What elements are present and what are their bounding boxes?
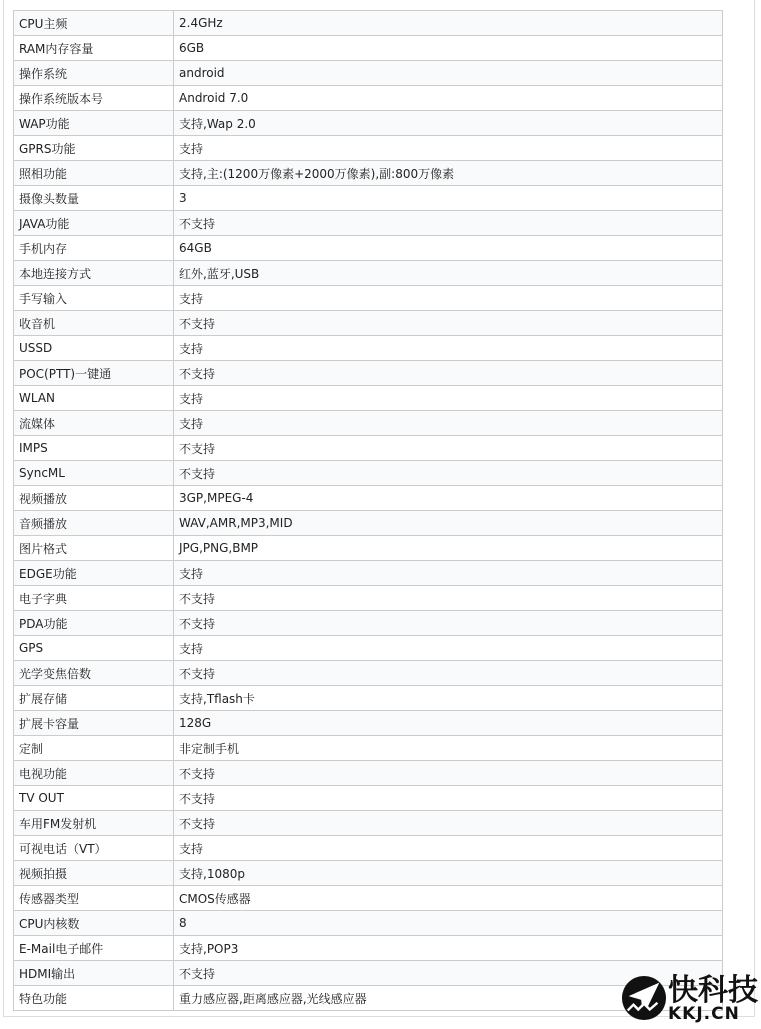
spec-value: 不支持	[174, 436, 723, 461]
spec-label: EDGE功能	[14, 561, 174, 586]
table-row	[14, 211, 723, 236]
table-row	[14, 661, 723, 686]
table-row	[14, 911, 723, 936]
spec-value: 不支持	[174, 361, 723, 386]
table-row	[14, 536, 723, 561]
spec-label: WLAN	[14, 386, 174, 411]
spec-value: 支持	[174, 336, 723, 361]
spec-label: TV OUT	[14, 786, 174, 811]
spec-value: 支持	[174, 386, 723, 411]
spec-label: CPU主频	[14, 11, 174, 36]
table-row	[14, 136, 723, 161]
spec-value: 不支持	[174, 961, 723, 986]
spec-label: 光学变焦倍数	[14, 661, 174, 686]
table-row	[14, 561, 723, 586]
table-row	[14, 886, 723, 911]
table-row	[14, 736, 723, 761]
table-row	[14, 586, 723, 611]
table-row	[14, 786, 723, 811]
spec-value: 支持	[174, 136, 723, 161]
table-row	[14, 686, 723, 711]
table-row	[14, 61, 723, 86]
spec-table	[13, 10, 723, 1011]
spec-value: 红外,蓝牙,USB	[174, 261, 723, 286]
spec-value: 支持,Tflash卡	[174, 686, 723, 711]
spec-value: 不支持	[174, 611, 723, 636]
spec-value: 支持,主:(1200万像素+2000万像素),副:800万像素	[174, 161, 723, 186]
spec-label: 扩展存储	[14, 686, 174, 711]
spec-value: JPG,PNG,BMP	[174, 536, 723, 561]
table-row	[14, 186, 723, 211]
spec-table-body	[14, 11, 723, 1011]
table-row	[14, 461, 723, 486]
spec-label: 照相功能	[14, 161, 174, 186]
spec-value: 3GP,MPEG-4	[174, 486, 723, 511]
spec-value: WAV,AMR,MP3,MID	[174, 511, 723, 536]
table-row	[14, 436, 723, 461]
table-row	[14, 36, 723, 61]
spec-value: 非定制手机	[174, 736, 723, 761]
table-row	[14, 861, 723, 886]
table-row	[14, 236, 723, 261]
spec-value: 支持	[174, 411, 723, 436]
spec-label: PDA功能	[14, 611, 174, 636]
spec-label: 视频拍摄	[14, 861, 174, 886]
spec-label: 音频播放	[14, 511, 174, 536]
kkj-logo	[621, 975, 758, 1025]
table-row	[14, 811, 723, 836]
spec-value: 2.4GHz	[174, 11, 723, 36]
spec-value: 不支持	[174, 786, 723, 811]
table-row	[14, 636, 723, 661]
spec-label: POC(PTT)一键通	[14, 361, 174, 386]
spec-label: JAVA功能	[14, 211, 174, 236]
spec-value: 64GB	[174, 236, 723, 261]
spec-label: WAP功能	[14, 111, 174, 136]
table-row	[14, 411, 723, 436]
spec-label: CPU内核数	[14, 911, 174, 936]
spec-value: 支持	[174, 286, 723, 311]
spec-label: 手写输入	[14, 286, 174, 311]
table-row	[14, 361, 723, 386]
spec-value: android	[174, 61, 723, 86]
spec-value: 支持,POP3	[174, 936, 723, 961]
spec-value: 重力感应器,距离感应器,光线感应器	[174, 986, 723, 1011]
spec-value: 8	[174, 911, 723, 936]
kkj-logo-text	[668, 973, 758, 1024]
spec-value: 128G	[174, 711, 723, 736]
spec-value: 支持,1080p	[174, 861, 723, 886]
table-row	[14, 111, 723, 136]
table-row	[14, 986, 723, 1011]
spec-label: IMPS	[14, 436, 174, 461]
spec-label: GPS	[14, 636, 174, 661]
spec-value: 不支持	[174, 761, 723, 786]
table-row	[14, 936, 723, 961]
spec-label: 传感器类型	[14, 886, 174, 911]
spec-label: SyncML	[14, 461, 174, 486]
spec-value: 不支持	[174, 661, 723, 686]
spec-label: 操作系统版本号	[14, 86, 174, 111]
table-row	[14, 11, 723, 36]
spec-label: 操作系统	[14, 61, 174, 86]
spec-label: RAM内存容量	[14, 36, 174, 61]
spec-label: 特色功能	[14, 986, 174, 1011]
spec-label: HDMI输出	[14, 961, 174, 986]
table-row	[14, 161, 723, 186]
table-row	[14, 286, 723, 311]
spec-value: 支持,Wap 2.0	[174, 111, 723, 136]
table-row	[14, 311, 723, 336]
spec-label: E-Mail电子邮件	[14, 936, 174, 961]
table-row	[14, 261, 723, 286]
spec-value: 不支持	[174, 461, 723, 486]
spec-label: 摄像头数量	[14, 186, 174, 211]
spec-label: 收音机	[14, 311, 174, 336]
kkj-logo-domain: KKJ.CN	[668, 1003, 740, 1024]
spec-label: USSD	[14, 336, 174, 361]
kkj-logo-title: 快科技	[668, 973, 758, 1009]
spec-value: 支持	[174, 636, 723, 661]
spec-label: 扩展卡容量	[14, 711, 174, 736]
table-row	[14, 761, 723, 786]
spec-value: CMOS传感器	[174, 886, 723, 911]
spec-label: 可视电话（VT）	[14, 836, 174, 861]
spec-label: GPRS功能	[14, 136, 174, 161]
spec-label: 电视功能	[14, 761, 174, 786]
table-row	[14, 336, 723, 361]
table-row	[14, 961, 723, 986]
table-row	[14, 86, 723, 111]
spec-value: 6GB	[174, 36, 723, 61]
spec-value: 支持	[174, 836, 723, 861]
spec-label: 定制	[14, 736, 174, 761]
spec-value: 不支持	[174, 311, 723, 336]
spec-value: 3	[174, 186, 723, 211]
spec-label: 流媒体	[14, 411, 174, 436]
spec-label: 本地连接方式	[14, 261, 174, 286]
table-row	[14, 611, 723, 636]
table-row	[14, 486, 723, 511]
paper-plane-icon	[621, 975, 667, 1025]
spec-value: Android 7.0	[174, 86, 723, 111]
spec-label: 电子字典	[14, 586, 174, 611]
spec-value: 支持	[174, 561, 723, 586]
spec-label: 车用FM发射机	[14, 811, 174, 836]
spec-value: 不支持	[174, 811, 723, 836]
spec-label: 手机内存	[14, 236, 174, 261]
table-row	[14, 836, 723, 861]
table-row	[14, 386, 723, 411]
spec-label: 视频播放	[14, 486, 174, 511]
table-row	[14, 511, 723, 536]
spec-label: 图片格式	[14, 536, 174, 561]
table-row	[14, 711, 723, 736]
spec-value: 不支持	[174, 586, 723, 611]
spec-value: 不支持	[174, 211, 723, 236]
